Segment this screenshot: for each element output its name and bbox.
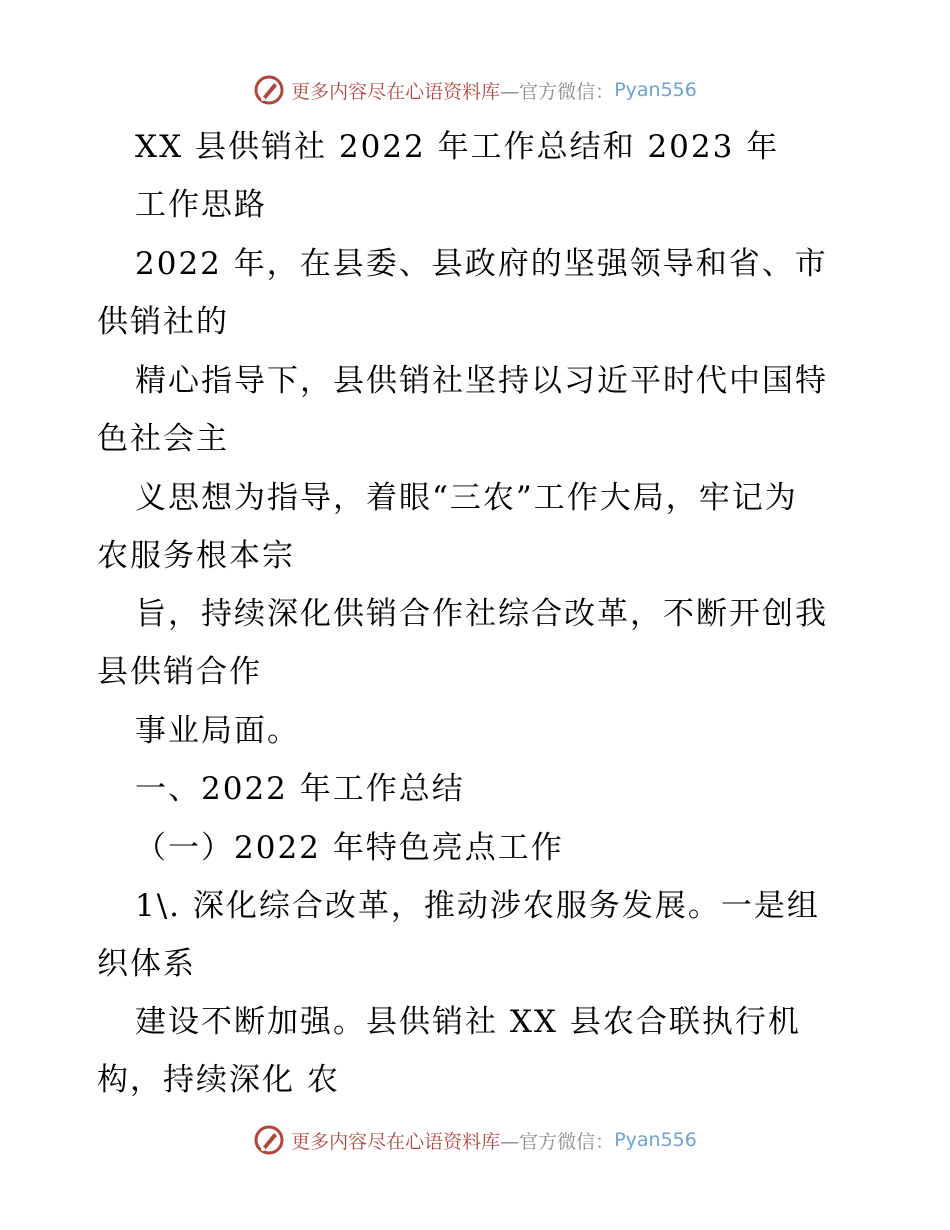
paragraph-line: 构，持续深化 农 — [97, 1062, 340, 1098]
pen-circle-logo-icon — [253, 74, 285, 106]
subsection-heading: （一）2022 年特色亮点工作 — [135, 830, 564, 866]
paragraph-line: 2022 年，在县委、县政府的坚强领导和省、市 — [135, 246, 828, 282]
paragraph-line: 农服务根本宗 — [97, 538, 295, 574]
header-watermark-banner — [0, 70, 950, 110]
paragraph-line: 旨，持续深化供销合作社综合改革，不断开创我 — [135, 596, 828, 632]
paragraph-line: 县供销合作 — [97, 654, 262, 690]
paragraph-line: 精心指导下，县供销社坚持以习近平时代中国特 — [135, 363, 828, 399]
section-heading: 一、2022 年工作总结 — [135, 771, 465, 807]
banner-gray-text: —官方微信： — [500, 80, 615, 103]
paragraph-line: 织体系 — [97, 946, 196, 982]
paragraph-line: 建设不断加强。县供销社 XX 县农合联执行机 — [135, 1004, 801, 1040]
banner-gray-text: —官方微信： — [500, 1130, 615, 1153]
paragraph-line: 义思想为指导，着眼“三农”工作大局，牢记为 — [135, 480, 798, 516]
banner-wechat-id: Pyan556 — [614, 1129, 697, 1151]
banner-wechat-id: Pyan556 — [614, 79, 697, 101]
doc-title-line-1: XX 县供销社 2022 年工作总结和 2023 年 — [135, 129, 780, 165]
paragraph-line: 事业局面。 — [135, 713, 300, 749]
doc-title-line-2: 工作思路 — [135, 187, 267, 223]
paragraph-line: 色社会主 — [97, 421, 229, 457]
banner-red-text: 更多内容尽在心语资料库 — [291, 80, 501, 103]
paragraph-line: 供销社的 — [97, 304, 229, 340]
paragraph-line: 1\. 深化综合改革，推动涉农服务发展。一是组 — [135, 888, 820, 924]
banner-red-text: 更多内容尽在心语资料库 — [291, 1130, 501, 1153]
footer-watermark-banner — [0, 1120, 950, 1160]
pen-circle-logo-icon — [253, 1124, 285, 1156]
